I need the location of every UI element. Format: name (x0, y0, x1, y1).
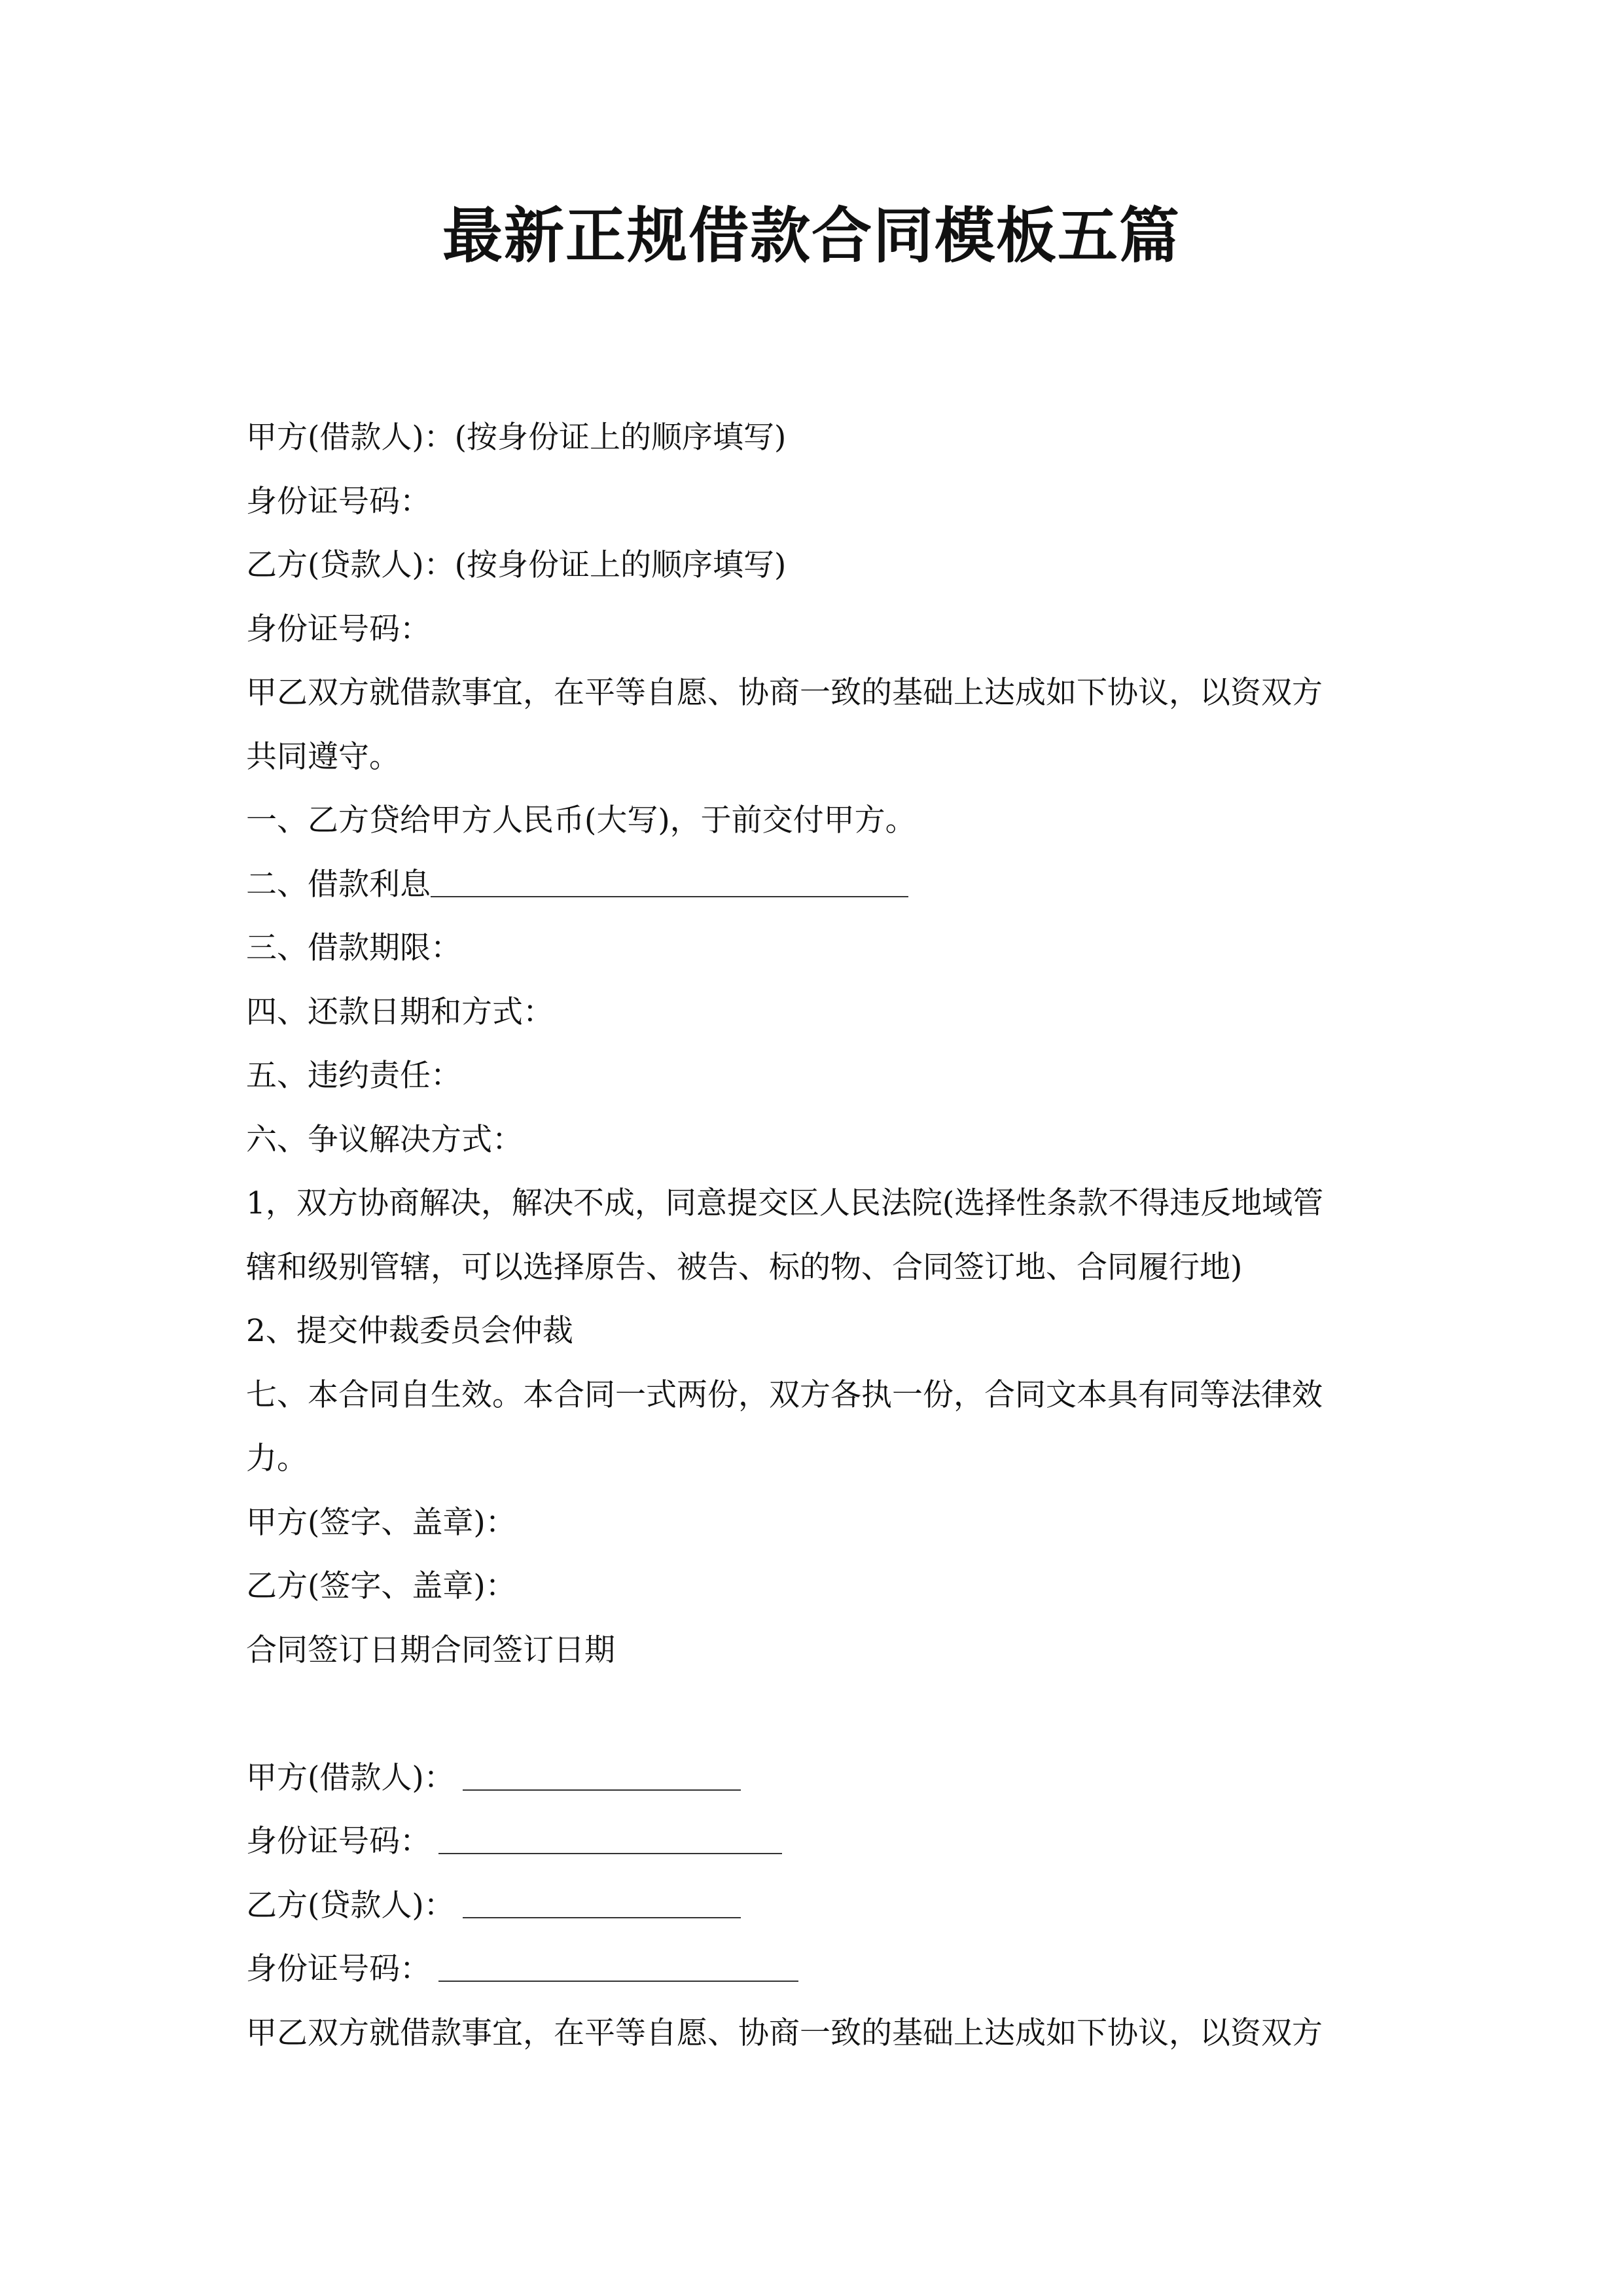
intro-line-2: 共同遵守。 (246, 738, 400, 775)
clause-7-line-1: 七、本合同自生效。本合同一式两份，双方各执一份，合同文本具有同等法律效 (246, 1376, 1323, 1413)
intro-line-1: 甲乙双方就借款事宜，在平等自愿、协商一致的基础上达成如下协议，以资双方 (246, 675, 1323, 711)
document-body (246, 406, 1378, 2065)
clause-5: 五、违约责任： (246, 1058, 461, 1094)
party-a-line: 甲方(借款人)：(按身份证上的顺序填写) (246, 420, 787, 456)
party-b-line: 乙方(贷款人)：(按身份证上的顺序填写) (246, 547, 787, 583)
clause-6-2: 2、提交仲裁委员会仲裁 (246, 1313, 573, 1349)
id-a-blank (438, 1810, 782, 1854)
party-b-blank (463, 1874, 741, 1918)
id-b-blank (438, 1937, 798, 1982)
clause-4: 四、还款日期和方式： (246, 994, 554, 1030)
clause-7-line-2: 力。 (246, 1441, 308, 1477)
clause-6-1-line-1: 1，双方协商解决，解决不成，同意提交区人民法院(选择性条款不得违反地域管 (246, 1185, 1324, 1221)
party-b-label-2: 乙方(贷款人)： (246, 1887, 455, 1924)
clause-3: 三、借款期限： (246, 930, 461, 966)
clause-2 (246, 853, 1378, 917)
id-a-line: 身份证号码： (246, 483, 431, 520)
clause-2-label: 二、借款利息 (246, 866, 431, 903)
clause-1: 一、乙方贷给甲方人民币(大写)，于前交付甲方。 (246, 802, 916, 838)
section-gap (246, 1682, 1378, 1746)
id-b-line: 身份证号码： (246, 611, 431, 647)
clause-6: 六、争议解决方式： (246, 1121, 523, 1158)
party-a-blank (463, 1746, 741, 1791)
interest-blank (431, 853, 908, 897)
signature-a: 甲方(签字、盖章)： (246, 1504, 516, 1541)
id-b-line-2 (246, 1937, 1378, 2001)
intro-line-1-part2: 甲乙双方就借款事宜，在平等自愿、协商一致的基础上达成如下协议，以资双方 (246, 2015, 1323, 2051)
party-b-line-2 (246, 1874, 1378, 1938)
signing-date: 合同签订日期合同签订日期 (246, 1632, 615, 1668)
document-title: 最新正规借款合同模板五篇 (442, 200, 1181, 271)
party-a-label-2: 甲方(借款人)： (246, 1759, 455, 1796)
id-b-label-2: 身份证号码： (246, 1951, 431, 1987)
id-a-line-2 (246, 1810, 1378, 1874)
signature-b: 乙方(签字、盖章)： (246, 1568, 516, 1604)
party-a-line-2 (246, 1746, 1378, 1810)
id-a-label-2: 身份证号码： (246, 1823, 431, 1859)
clause-6-1-line-2: 辖和级别管辖，可以选择原告、被告、标的物、合同签订地、合同履行地) (246, 1249, 1243, 1285)
